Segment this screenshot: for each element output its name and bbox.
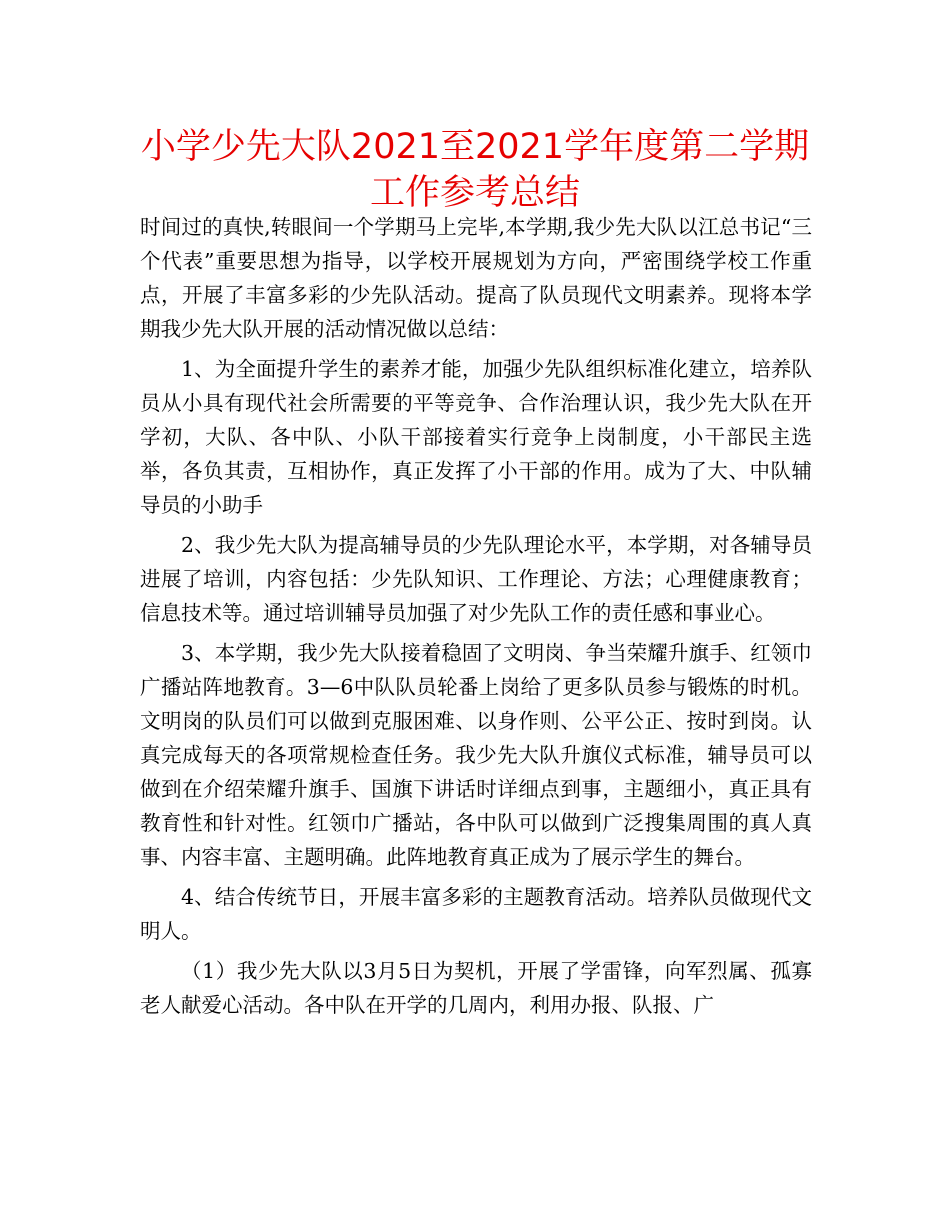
- paragraph-item-4: 4、结合传统节日，开展丰富多彩的主题教育活动。培养队员做现代文明人。: [140, 885, 812, 943]
- document-title: 小学少先大队2021至2021学年度第二学期工作参考总结: [140, 127, 810, 213]
- paragraph-item-2: 2、我少先大队为提高辅导员的少先队理论水平，本学期，对各辅导员进展了培训，内容包括：少先队知识、工作理论、方法；心理健康教育；信息技术等。通过培训辅导员加强了对少先队工作的责任感和事业心。: [140, 533, 812, 625]
- paragraph-item-1: 1、为全面提升学生的素养才能，加强少先队组织标准化建立，培养队员从小具有现代社会所需要的平等竞争、合作治理认识，我少先大队在开学初，大队、各中队、小队干部接着实行竞争上岗制度，小干部民主选举，各负其责，互相协作，真正发挥了小干部的作用。成为了大、中队辅导员的小助手: [140, 357, 812, 517]
- paragraph-subitem-1: （1）我少先大队以3月5日为契机，开展了学雷锋，向军烈属、孤寡老人献爱心活动。各中队在开学的几周内，利用办报、队报、广: [140, 959, 812, 1017]
- paragraph-item-3: 3、本学期，我少先大队接着稳固了文明岗、争当荣耀升旗手、红领巾广播站阵地教育。3—6中队队员轮番上岗给了更多队员参与锻炼的时机。文明岗的队员们可以做到克服困难、以身作则、公平公正、按时到岗。认真完成每天的各项常规检查任务。我少先大队升旗仪式标准，辅导员可以做到在介绍荣耀升旗手、国旗下讲话时详细点到事，主题细小，真正具有教育性和针对性。红领巾广播站，各中队可以做到广泛搜集周围的真人真事、内容丰富、主题明确。此阵地教育真正成为了展示学生的舞台。: [140, 641, 812, 869]
- document-body: [140, 210, 812, 1028]
- paragraph-intro: 时间过的真快,转眼间一个学期马上完毕,本学期,我少先大队以江总书记“三个代表”重要思想为指导，以学校开展规划为方向，严密围绕学校工作重点，开展了丰富多彩的少先队活动。提高了队员现代文明素养。现将本学期我少先大队开展的活动情况做以总结：: [140, 215, 812, 341]
